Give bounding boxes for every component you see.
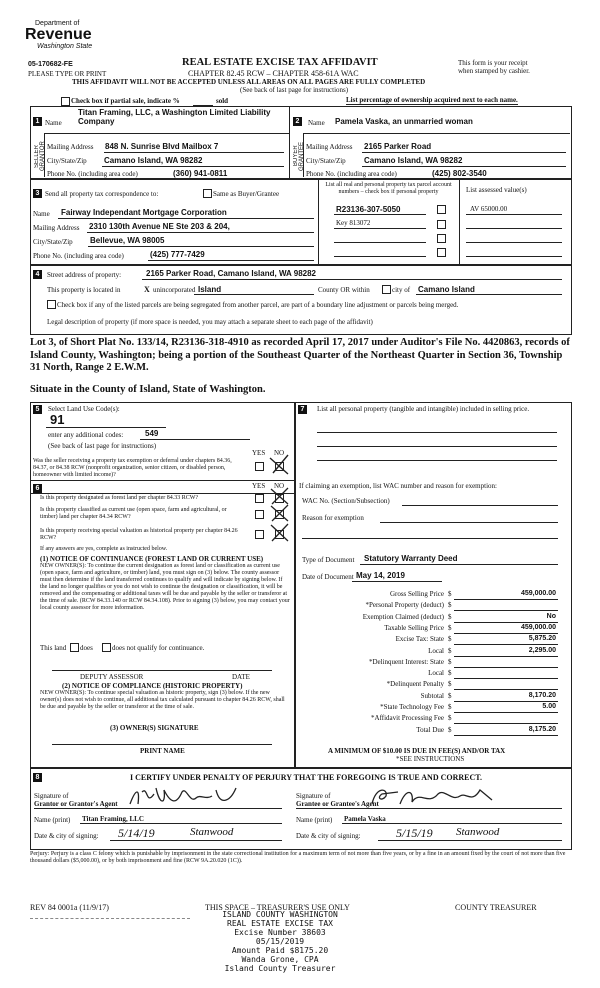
- sale-row-line: [454, 622, 558, 623]
- city-value[interactable]: Camano Island: [418, 285, 475, 294]
- grantee-name-line: [342, 823, 562, 824]
- county-treasurer-label: COUNTY TREASURER: [455, 903, 537, 912]
- partial-sale-label: Check box if partial sale, indicate %: [71, 97, 180, 105]
- sale-row-line: [454, 723, 558, 724]
- forest-q3-yes[interactable]: [255, 530, 264, 539]
- parcel-header: List all real and personal property tax parcel account numbers – check box if personal property: [325, 182, 452, 195]
- section-6-number: 6: [33, 484, 42, 493]
- assessor-date-label: DATE: [232, 673, 250, 681]
- sale-row-value[interactable]: 5,875.20: [528, 635, 556, 642]
- county-line: [194, 294, 314, 295]
- sale-row-label: Excise Tax: State: [395, 635, 444, 643]
- print-note: PLEASE TYPE OR PRINT: [28, 70, 107, 78]
- street-label: Street address of property:: [47, 271, 122, 279]
- street-line: [142, 279, 562, 280]
- minimum-note: A MINIMUM OF $10.00 IS DUE IN FEE(S) AND/OR TAX: [328, 747, 506, 755]
- sale-row-label: *Delinquent Penalty: [386, 680, 444, 688]
- dollar-sign: $: [448, 613, 452, 621]
- does-not-label: does not qualify for continuance.: [112, 644, 205, 652]
- parcel-line-2: [334, 228, 426, 229]
- doc-type-value[interactable]: Statutory Warranty Deed: [364, 554, 458, 563]
- sale-row-value[interactable]: 459,000.00: [520, 590, 556, 597]
- dollar-sign: $: [448, 590, 452, 598]
- city-of-label: city of: [392, 286, 411, 294]
- buyer-phone-label: Phone No. (including area code): [306, 170, 397, 178]
- grantee-sig-label-1: Signature of: [296, 792, 331, 800]
- sale-row-line: [454, 644, 558, 645]
- corr-city-value[interactable]: Bellevue, WA 98005: [90, 236, 165, 245]
- corr-mailing-line: [87, 232, 314, 233]
- deputy-assessor-label: DEPUTY ASSESSOR: [80, 673, 144, 681]
- buyer-side-label: BUYER GRANTEE: [293, 141, 305, 171]
- section-8-number: 8: [33, 773, 42, 782]
- dollar-sign: $: [448, 658, 452, 666]
- dollar-sign: $: [448, 669, 452, 677]
- land-use-see-back: (See back of last page for instructions): [48, 442, 157, 450]
- sale-row-line: [454, 712, 558, 713]
- grantee-date-line: [378, 840, 562, 841]
- grantee-city-value[interactable]: Stanwood: [456, 826, 500, 838]
- forest-if-yes: If any answers are yes, complete as instructed below.: [40, 546, 168, 552]
- seller-mailing-value[interactable]: 848 N. Sunrise Blvd Mailbox 7: [105, 142, 219, 151]
- print-name-line: [52, 744, 272, 745]
- notice1-title: (1) NOTICE OF CONTINUANCE (FOREST LAND OR CURRENT USE): [40, 555, 264, 563]
- grantor-date-value[interactable]: 5/14/19: [118, 826, 155, 840]
- sale-row-value[interactable]: 8,170.20: [528, 692, 556, 699]
- print-name-label: PRINT NAME: [140, 747, 185, 755]
- form-chapter: CHAPTER 82.45 RCW – CHAPTER 458-61A WAC: [188, 69, 359, 78]
- assessed-line-2: [466, 228, 562, 229]
- grantee-name-label: Name (print): [296, 816, 333, 824]
- buyer-name-line: [303, 133, 570, 134]
- stamp-line: ISLAND COUNTY WASHINGTON: [222, 910, 338, 919]
- correspondence-label: Send all property tax correspondence to:: [45, 190, 159, 198]
- forest-q1: Is this property designated as forest land per chapter 84.33 RCW?: [40, 495, 199, 501]
- forest-yes: YES: [252, 482, 266, 490]
- assessed-header: List assessed value(s): [466, 186, 527, 194]
- seller-mailing-label: Mailing Address: [47, 143, 94, 151]
- seller-city-line: [102, 166, 284, 167]
- sale-row-line: [454, 633, 558, 634]
- corr-phone-label: Phone No. (including area code): [33, 252, 124, 260]
- assessed-line-4: [466, 256, 562, 257]
- buyer-mailing-label: Mailing Address: [306, 143, 353, 151]
- street-value[interactable]: 2165 Parker Road, Camano Island, WA 98282: [146, 269, 317, 278]
- grantor-date-line: [110, 840, 282, 841]
- grantor-date-label: Date & city of signing:: [34, 832, 99, 840]
- correspondence-divider: [318, 179, 319, 264]
- sale-row-value[interactable]: 2,295.00: [528, 647, 556, 654]
- corr-phone-line: [148, 260, 314, 261]
- legal-label: Legal description of property (if more space is needed, you may attach a separate sheet to each page of the affidavit): [47, 318, 373, 326]
- assessor-sign-line: [52, 670, 272, 671]
- instructions-note: (See back of last page for instructions): [240, 86, 349, 94]
- buyer-name-label: Name: [308, 119, 325, 127]
- notice1-text: NEW OWNER(S): To continue the current designation as forest land or classification as current use (open space, farm and agriculture, or timber) land, you must sign on (3) below. The county assessor must then determine if the land transferred continues to qualify and will indicate by signing below. If the land no longer qualifies or you do not wish to continue the designation or classification, it will be removed and the compensating or additional taxes will be due and payable by the seller or transferor at the time of sale. (RCW 84.33.140 or RCW 84.34.108). Prior to signing (3) below, you may contact your local county assessor for more information.: [40, 563, 290, 611]
- situate-text[interactable]: Situate in the County of Island, State of Washington.: [30, 384, 266, 395]
- forest-q2: Is this property classified as current use (open space, farm and agricultural, or timber) land per chapter 84.34 RCW?: [40, 507, 227, 520]
- sale-row-value[interactable]: 5.00: [542, 703, 556, 710]
- sale-row-label: *State Technology Fee: [380, 703, 444, 711]
- parcel-line-1: [334, 214, 426, 215]
- exemption-yes-checkbox[interactable]: [255, 462, 264, 471]
- land-use-code-line: [46, 427, 166, 428]
- parties-divider: [289, 106, 290, 178]
- exemption-claim-label: If claiming an exemption, list WAC number and reason for exemption:: [299, 482, 497, 490]
- parcel-1-checkbox[interactable]: [437, 205, 446, 214]
- land-use-yes: YES: [252, 449, 266, 457]
- ownership-note: List percentage of ownership acquired next to each name.: [346, 96, 518, 104]
- treasurer-stamp: [0, 910, 560, 973]
- notice2-title: (2) NOTICE OF COMPLIANCE (HISTORIC PROPERTY): [62, 682, 243, 690]
- doc-type-label: Type of Document: [302, 556, 355, 564]
- grantee-sig-label-2: Grantee or Grantee's Agent: [296, 800, 379, 808]
- wac-label: WAC No. (Section/Subsection): [302, 497, 390, 505]
- seller-name-line: [44, 133, 289, 134]
- section-2-number: 2: [293, 117, 302, 126]
- seller-name-label: Name: [45, 119, 62, 127]
- grantee-date-label: Date & city of signing:: [296, 832, 361, 840]
- grantor-city-value[interactable]: Stanwood: [190, 826, 234, 838]
- logo-revenue: Revenue: [25, 26, 92, 43]
- grantor-name-line: [80, 823, 282, 824]
- parcel-1-value[interactable]: R23136-307-5050: [336, 205, 401, 214]
- doc-date-value[interactable]: May 14, 2019: [356, 571, 405, 580]
- stamp-line: Wanda Grone, CPA: [241, 955, 319, 964]
- exemption-no-check-mark: [268, 452, 292, 476]
- logo-dept-line: Department of: [35, 20, 80, 27]
- additional-codes-line: [140, 439, 250, 440]
- owner-signature-label: (3) OWNER(S) SIGNATURE: [110, 724, 199, 732]
- sale-row-line: [454, 656, 558, 657]
- notice2-text: NEW OWNER(S): To continue special valuation as historic property, sign (3) below. If the new owner(s) does not wish to continue, all additional tax calculated pursuant to chapter 84.26 RCW, shall be due and payable by the seller or transferor at the time of sale.: [40, 690, 285, 710]
- logo-state: Washington State: [37, 43, 93, 50]
- seller-phone-label: Phone No. (including area code): [47, 170, 138, 178]
- does-not-checkbox[interactable]: [102, 643, 111, 652]
- sale-row-line: [454, 667, 558, 668]
- segregation-label: Check box if any of the listed parcels are being segregated from another parcel, are part of a boundary line adjustment or parcels being merged.: [57, 301, 459, 309]
- pp-line-2: [317, 446, 557, 447]
- same-as-buyer-label: Same as Buyer/Grantee: [213, 190, 280, 198]
- pp-line-3: [317, 460, 557, 461]
- doc-type-line: [360, 564, 558, 565]
- section-4-number: 4: [33, 270, 42, 279]
- does-checkbox[interactable]: [70, 643, 79, 652]
- parcel-4-checkbox[interactable]: [437, 248, 446, 257]
- dollar-sign: $: [448, 680, 452, 688]
- receipt-note-2: when stamped by cashier.: [458, 67, 530, 75]
- land-use-label: Select Land Use Code(s):: [48, 405, 120, 413]
- seller-mailing-line: [104, 152, 284, 153]
- stamp-line: Amount Paid $8175.20: [231, 946, 329, 955]
- unincorporated-label: unincorporated: [153, 286, 196, 294]
- parcel-line-4: [334, 256, 426, 257]
- does-label: does: [80, 644, 93, 652]
- location-label: This property is located in: [47, 286, 121, 294]
- sale-row-line: [454, 599, 558, 600]
- sale-row-label: Exemption Claimed (deduct): [362, 613, 444, 621]
- sale-row-label: Subtotal: [420, 692, 444, 700]
- parcel-divider: [459, 179, 460, 264]
- seller-city-label: City/State/Zip: [47, 157, 87, 165]
- grantee-signature: [368, 784, 498, 810]
- buyer-city-line: [362, 166, 566, 167]
- buyer-phone-value[interactable]: (425) 802-3540: [432, 169, 487, 178]
- dollar-sign: $: [448, 703, 452, 711]
- stamp-line: REAL ESTATE EXCISE TAX: [227, 919, 333, 928]
- warning-text: THIS AFFIDAVIT WILL NOT BE ACCEPTED UNLESS ALL AREAS ON ALL PAGES ARE FULLY COMPLETED: [72, 78, 426, 86]
- assessed-line-3: [466, 242, 562, 243]
- forest-q3-mark: [268, 522, 292, 544]
- corr-city-label: City/State/Zip: [33, 238, 73, 246]
- sold-label: sold: [216, 97, 229, 105]
- doc-date-label: Date of Document: [302, 573, 354, 581]
- section-7-number: 7: [298, 405, 307, 414]
- partial-sale-checkbox[interactable]: [61, 97, 70, 106]
- county-value[interactable]: Island: [198, 285, 222, 294]
- stamp-line: Excise Number 38603: [234, 928, 326, 937]
- this-land-label: This land: [40, 644, 67, 652]
- forest-q1-yes[interactable]: [255, 494, 264, 503]
- seller-name-value[interactable]: Titan Framing, LLC, a Washington Limited Liability Company: [78, 108, 271, 126]
- land-use-code[interactable]: 91: [50, 412, 65, 427]
- forest-q3: Is this property receiving special valuation as historical property per chapter 84.26 RCW?: [40, 528, 238, 541]
- form-id: 05-170682-FE: [28, 61, 73, 68]
- perjury-note: Perjury: Perjury is a class C felony which is punishable by imprisonment in the state correctional institution for a maximum term of not more than five years, or by a fine in an amount fixed by the court of not more than five thousand dollars ($5,000.00), or by both imprisonment and fine (RCW 9A.20.020 (1C)).: [30, 851, 566, 864]
- pp-line-1: [317, 432, 557, 433]
- additional-codes-value[interactable]: 549: [145, 429, 159, 438]
- sale-row-value[interactable]: 459,000.00: [520, 624, 556, 631]
- sale-row-label: Total Due: [416, 726, 444, 734]
- city-of-checkbox[interactable]: [382, 285, 391, 294]
- treasurer-use-label: THIS SPACE – TREASURER'S USE ONLY: [205, 903, 350, 912]
- corr-city-line: [88, 246, 314, 247]
- receipt-note-1: This form is your receipt: [458, 59, 528, 67]
- same-as-buyer-checkbox[interactable]: [203, 189, 212, 198]
- corr-name-line: [58, 218, 314, 219]
- legal-description[interactable]: Lot 3, of Short Plat No. 133/14, R23136-318-4910 as recorded April 17, 2017 under Auditor's File No. 4420863, records of Island County, Washington; being a portion of the Southeast Quarter of the Northeast Quarter in Section 36, Township 31 North, Range 2 E.W.M.: [30, 337, 570, 373]
- form-revision: REV 84 0001a (11/9/17): [30, 903, 109, 912]
- assessed-1-value[interactable]: AV 65000.00: [470, 205, 508, 213]
- city-line: [416, 294, 562, 295]
- buyer-city-label: City/State/Zip: [306, 157, 346, 165]
- section-3-number: 3: [33, 189, 42, 198]
- sale-row-label: Local: [428, 669, 444, 677]
- exemption-question: Was the seller receiving a property tax exemption or deferral under chapters 84.36, 84.37, or 84.38 RCW (nonprofit organization, senior citizen, or disabled person, homeowner with limited income)?: [33, 458, 232, 478]
- dollar-sign: $: [448, 692, 452, 700]
- additional-codes-label: enter any additional codes:: [48, 431, 124, 439]
- assessed-line-1: [466, 214, 562, 215]
- sale-row-value[interactable]: No: [546, 613, 556, 620]
- form-title: REAL ESTATE EXCISE TAX AFFIDAVIT: [182, 57, 378, 68]
- wac-line: [402, 505, 558, 506]
- sale-row-value[interactable]: 8,175.20: [528, 726, 556, 733]
- dollar-sign: $: [448, 714, 452, 722]
- grantor-sig-label-1: Signature of: [34, 792, 69, 800]
- dollar-sign: $: [448, 647, 452, 655]
- dollar-sign: $: [448, 635, 452, 643]
- dollar-sign: $: [448, 601, 452, 609]
- land-use-no: NO: [274, 449, 285, 457]
- corr-mailing-label: Mailing Address: [33, 224, 80, 232]
- sale-row-line: [454, 735, 558, 736]
- stamp-line: Island County Treasurer: [224, 964, 336, 973]
- corr-name-value[interactable]: Fairway Independant Mortgage Corporation: [61, 208, 227, 217]
- corr-mailing-value[interactable]: 2310 130th Avenue NE Ste 203 & 204,: [89, 222, 230, 231]
- section-5-number: 5: [33, 405, 42, 414]
- parcel-2-value[interactable]: Key 813072: [336, 219, 371, 227]
- buyer-city-value[interactable]: Camano Island, WA 98282: [364, 156, 463, 165]
- certification-title: I CERTIFY UNDER PENALTY OF PERJURY THAT THE FOREGOING IS TRUE AND CORRECT.: [130, 773, 483, 782]
- personal-property-label: List all personal property (tangible and intangible) included in selling price.: [317, 405, 530, 413]
- buyer-name-value[interactable]: Pamela Vaska, an unmarried woman: [335, 117, 473, 126]
- stamp-line: 05/15/2019: [255, 937, 305, 946]
- reason-line-2: [302, 538, 558, 539]
- grantor-sig-label-2: Grantor or Grantor's Agent: [34, 800, 118, 808]
- buyer-mailing-line: [362, 152, 566, 153]
- sale-row-line: [454, 610, 558, 611]
- see-instructions: *SEE INSTRUCTIONS: [396, 755, 465, 763]
- grantor-name-label: Name (print): [34, 816, 71, 824]
- parcel-line-3: [334, 242, 426, 243]
- corr-phone-value[interactable]: (425) 777-7429: [150, 250, 205, 259]
- segregation-checkbox[interactable]: [47, 300, 56, 309]
- unincorporated-mark[interactable]: X: [144, 285, 150, 294]
- doc-date-line: [352, 581, 442, 582]
- sale-row-line: [454, 701, 558, 702]
- corr-name-label: Name: [33, 210, 50, 218]
- seller-phone-value[interactable]: (360) 941-0811: [173, 169, 228, 178]
- forest-no: NO: [274, 482, 285, 490]
- grantor-name-value[interactable]: Titan Framing, LLC: [82, 815, 144, 823]
- forest-q2-mark: [268, 503, 292, 523]
- reason-line: [380, 522, 558, 523]
- dollar-sign: $: [448, 726, 452, 734]
- grantee-name-value[interactable]: Pamela Vaska: [344, 815, 386, 823]
- sale-row-label: *Personal Property (deduct): [365, 601, 444, 609]
- parcel-2-checkbox[interactable]: [437, 220, 446, 229]
- forest-q2-yes[interactable]: [255, 510, 264, 519]
- sale-row-line: [454, 689, 558, 690]
- seller-side-label: SELLER GRANTOR: [34, 141, 46, 171]
- seller-city-value[interactable]: Camano Island, WA 98282: [104, 156, 203, 165]
- grantor-signature: [126, 784, 246, 810]
- county-or-label: County OR within: [318, 286, 370, 294]
- sale-row-label: *Delinquent Interest: State: [368, 658, 444, 666]
- sale-row-label: Gross Selling Price: [389, 590, 444, 598]
- reason-label: Reason for exemption: [302, 514, 364, 522]
- sale-row-label: Taxable Selling Price: [384, 624, 444, 632]
- section-1-number: 1: [33, 117, 42, 126]
- sale-row-label: Local: [428, 647, 444, 655]
- grantee-date-value[interactable]: 5/15/19: [396, 826, 433, 840]
- sale-row-line: [454, 678, 558, 679]
- parcel-3-checkbox[interactable]: [437, 234, 446, 243]
- buyer-mailing-value[interactable]: 2165 Parker Road: [364, 142, 432, 151]
- sale-row-label: *Affidavit Processing Fee: [371, 714, 444, 722]
- dollar-sign: $: [448, 624, 452, 632]
